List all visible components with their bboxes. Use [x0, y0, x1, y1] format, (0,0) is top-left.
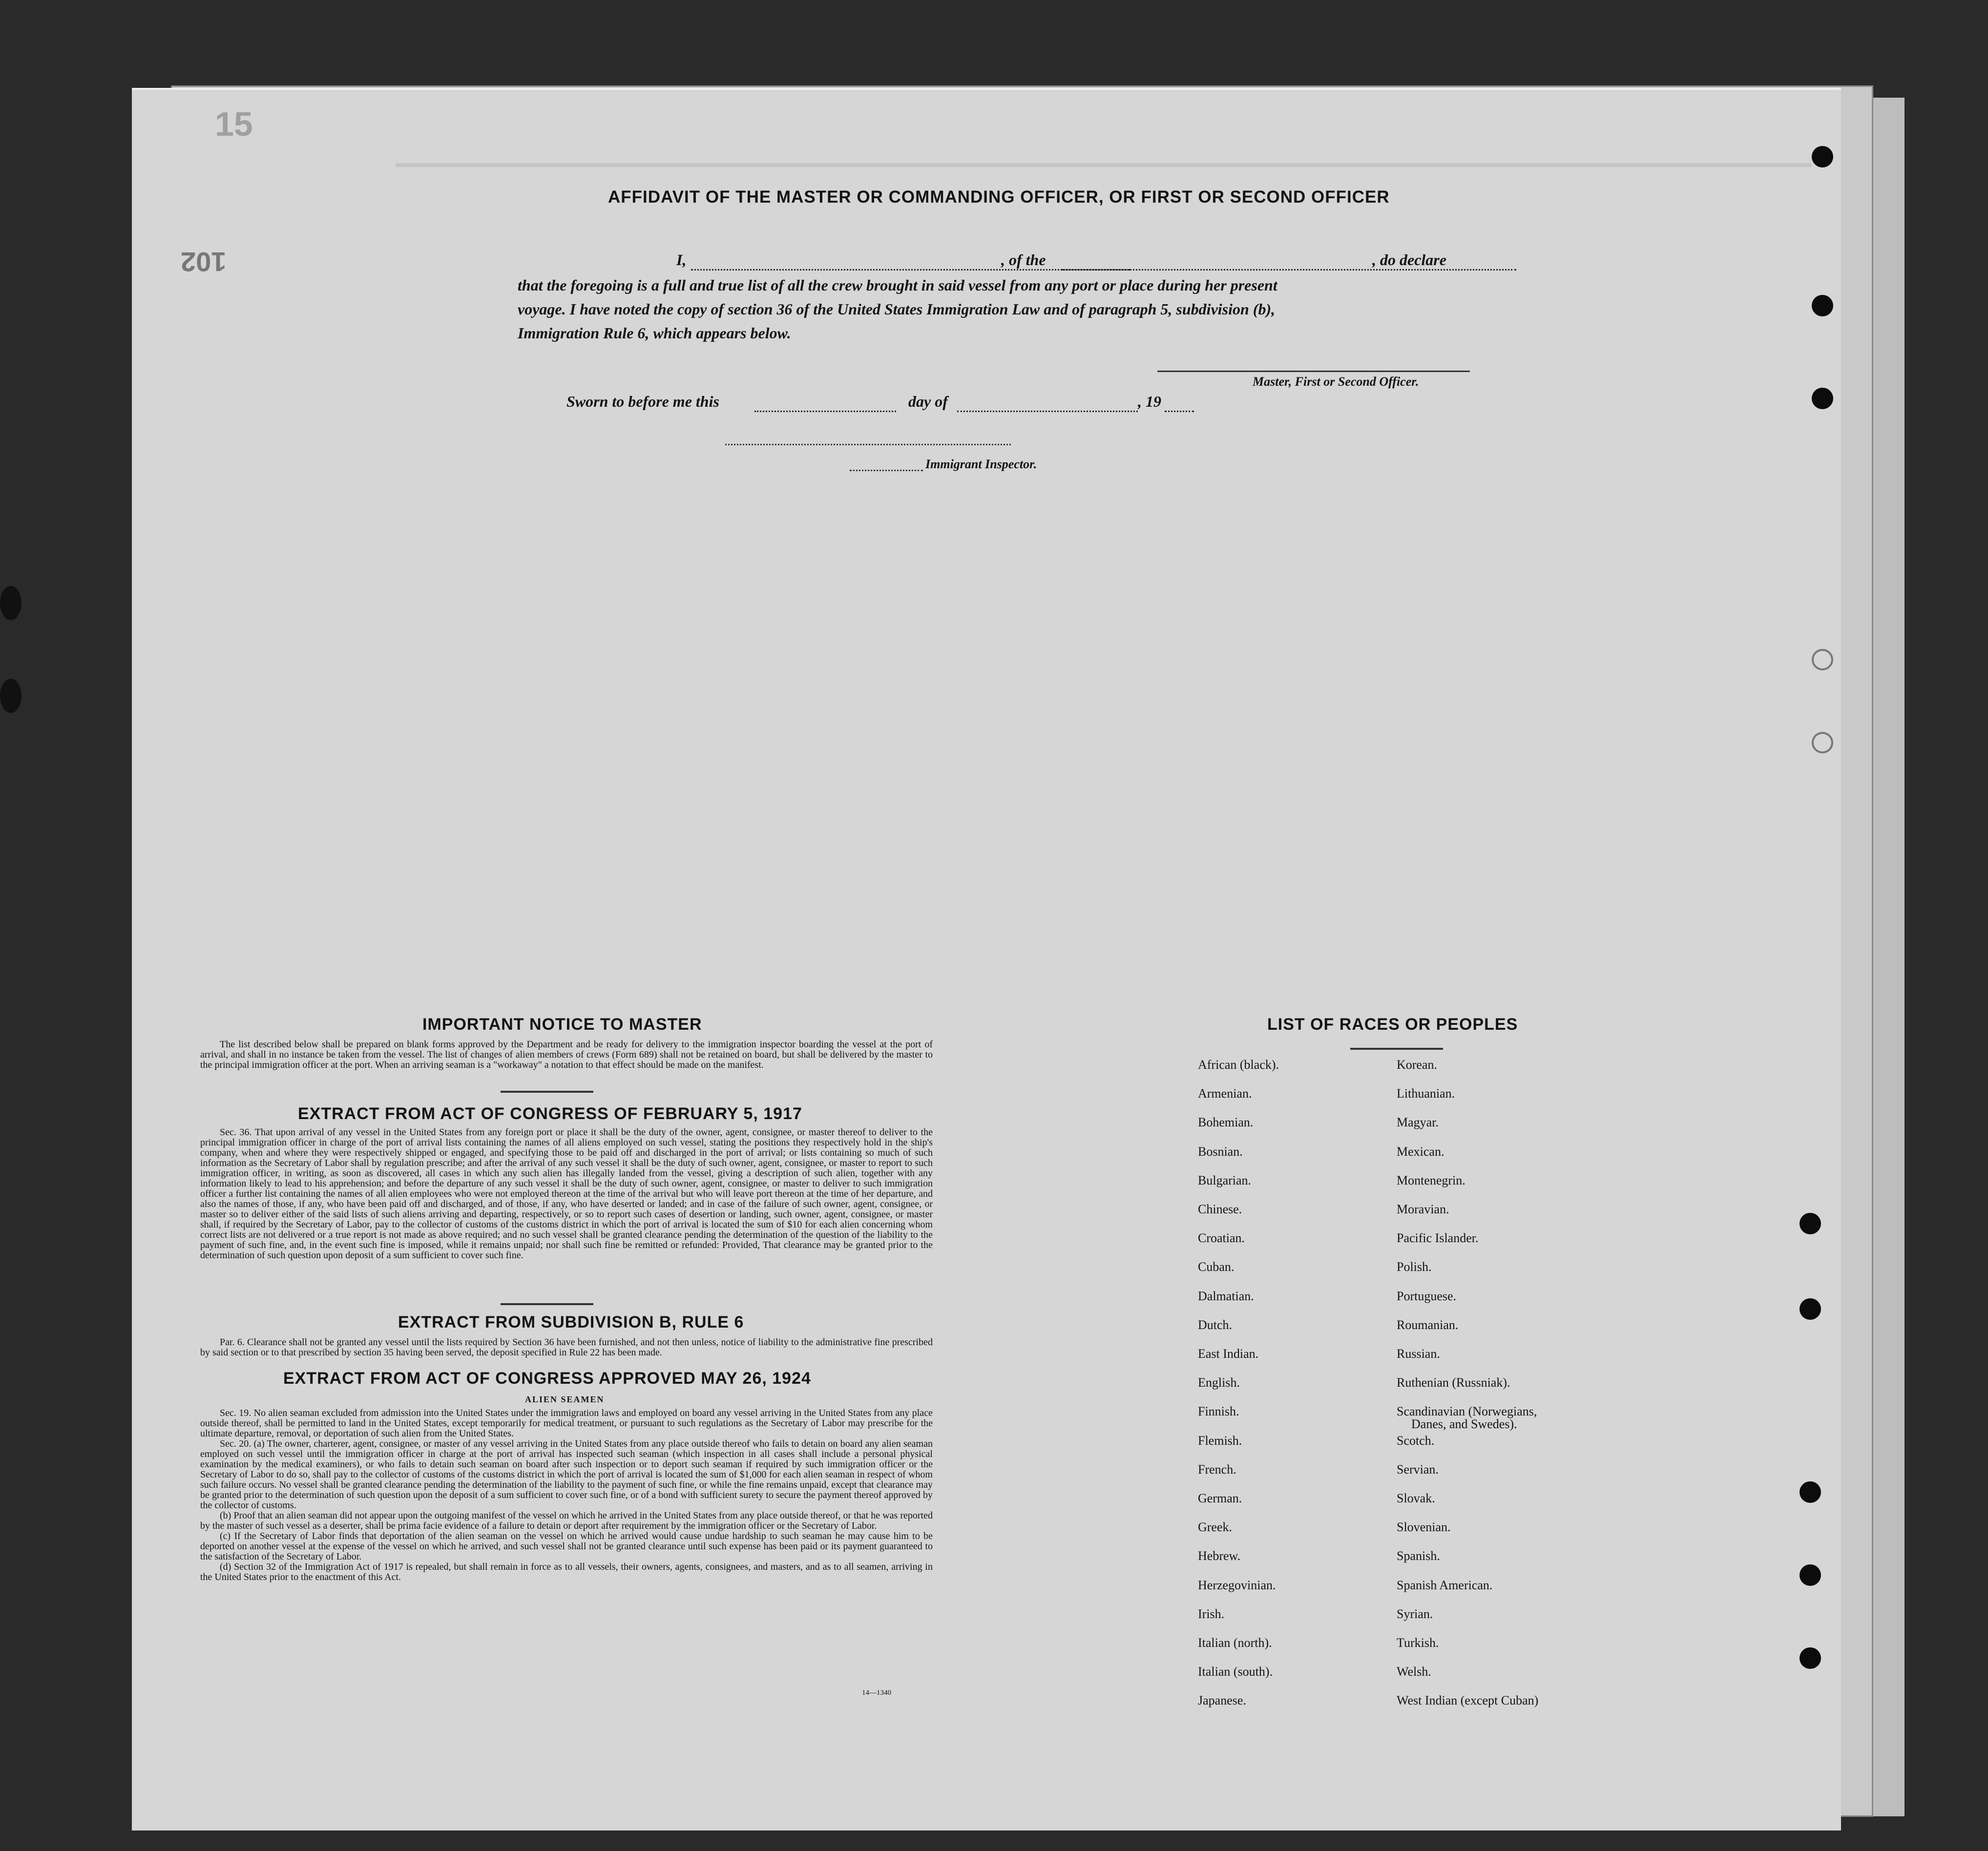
extract-1917-heading: EXTRACT FROM ACT OF CONGRESS OF FEBRUARY 5, 1917 — [298, 1104, 802, 1123]
year-prefix: , 19 — [1138, 393, 1161, 410]
race-item: Slovenian. — [1397, 1520, 1451, 1534]
sworn-day-blank — [754, 393, 896, 412]
race-item: English. — [1198, 1375, 1240, 1390]
binding-hole-left — [0, 586, 21, 620]
punch-hole — [1812, 146, 1833, 167]
inspector-dots — [850, 470, 923, 471]
sec-20a: Sec. 20. (a) The owner, charterer, agent, consignee, or master of any vessel arriving in the United States from any place outside thereof who fails to detain on board any alien seaman employed on such vessel until the immigration officer in charge at the port of arrival has inspected such seaman (which inspection in all cases shall include a personal physical examination by the medical examiners), or who fails to detain such seaman on board after such inspection or to deport such seaman if required by such immigration officer or the Secretary of Labor to do so, shall pay to the collector of customs of the customs district in which the port of arrival is located the sum of $1,000 for each alien seaman in respect of whom such failure occurs. No vessel shall be granted clearance pending the determination of the liability to the payment of such fine, or while the fine remains unpaid, except that clearance may be granted prior to the determination of such question upon the deposit of a sum sufficient to cover such fine, or of a bond with sufficient surety to secure the payment thereof approved by the collector of customs. — [200, 1438, 933, 1511]
race-item: Croatian. — [1198, 1231, 1245, 1245]
extract-1917-text: Sec. 36. That upon arrival of any vessel in the United States from any foreign port or place it shall be the duty of the owner, agent, consignee, or master thereof to deliver to the principal immigration officer in charge of the port of arrival lists containing the names of all aliens employed on such vessel, stating the positions they respectively hold in the ship's company, when and where they were respectively shipped or engaged, and specifying those to be paid off and discharged in the port of arrival; or lists containing so much of such information as the Secretary of Labor shall by regulation prescribe; and after the arrival of any such vessel it shall be the duty of such owner, agent, consignee, or master to report to such immigration officer, in writing, as soon as discovered, all cases in which any such alien has illegally landed from the vessel, giving a description of such alien, together with any information likely to lead to his apprehension; and before the departure of any such vessel it shall be the duty of such owner, agent, consignee, or master to deliver to such immigration officer a further list containing the names of all alien employees who were not employed thereon at the time of the arrival but who will leave port thereon at the time of her departure, and also the names of those, if any, who have been paid off and discharged, and of those, if any, who have deserted or landed; and in case of the failure of such owner, agent, consignee, or master so to deliver either of the said lists of such aliens arriving and departing, respectively, or so to report such cases of desertion or landing, such owner, agent, consignee, or master shall, if required by the Secretary of Labor, pay to the collector of customs of the customs district in which the port of arrival is located the sum of $10 for each alien concerning whom correct lists are not delivered or a true report is not made as above required; and no such vessel shall be granted clearance pending the determination of the question of the liability to the payment of such fine, and, in the event such fine is imposed, while it remains unpaid; nor shall such fine be remitted or refunded: Provided, That clearance may be granted prior to the determination of such question upon deposit of a sum sufficient to cover such fine. — [200, 1127, 933, 1261]
sworn-label: Sworn to before me this — [566, 393, 719, 410]
punch-hole — [1800, 1564, 1821, 1586]
page-number: 15 — [215, 105, 253, 143]
punch-hole — [1800, 1647, 1821, 1669]
punch-hole — [1800, 1213, 1821, 1234]
race-item: Bulgarian. — [1198, 1173, 1252, 1187]
sec-20c: (c) If the Secretary of Labor finds that deportation of the alien seaman on the vessel on which he arrived would cause undue hardship to such seaman he may cause him to be deported on another vessel at the expense of the vessel on which he arrived, and such vessel shall not be granted clearance until such expense has been paid or its payment guaranteed to the satisfaction of the Secretary of Labor. — [200, 1531, 933, 1562]
manifest-page — [132, 88, 1841, 1830]
form-code: 14—1340 — [862, 1689, 891, 1697]
race-item: Roumanian. — [1397, 1318, 1459, 1332]
affidavit-statement-1: that the foregoing is a full and true list of all the crew brought in said vessel from any port or place during her present — [518, 276, 1277, 294]
alien-seamen-subheading: ALIEN SEAMEN — [525, 1394, 605, 1404]
inspector-caption: Immigrant Inspector. — [925, 457, 1037, 471]
sec-20b: (b) Proof that an alien seaman did not appear upon the outgoing manifest of the vessel on which he arrived in the United States from any place outside thereof, or that he was reported by the master of such vessel as a deserter, shall be prima facie evidence of a failure to detain or deport after requirement by the immigration officer or the Secretary of Labor. — [200, 1510, 933, 1531]
race-item: Servian. — [1397, 1462, 1439, 1477]
race-item: German. — [1198, 1491, 1242, 1505]
race-item: Portuguese. — [1397, 1289, 1457, 1303]
divider — [501, 1091, 593, 1093]
inspector-line — [725, 444, 1011, 445]
race-item: Dutch. — [1198, 1318, 1233, 1332]
race-item: African (black). — [1198, 1058, 1279, 1072]
race-item: French. — [1198, 1462, 1236, 1477]
race-item: Italian (north). — [1198, 1636, 1272, 1650]
affidavit-do-declare: , do declare — [1372, 251, 1446, 269]
affidavit-of-the: , of the — [1001, 251, 1046, 269]
race-item: Scotch. — [1397, 1434, 1435, 1448]
extract-1924-heading: EXTRACT FROM ACT OF CONGRESS APPROVED MAY 26, 1924 — [283, 1369, 811, 1388]
affidavit-statement-3: Immigration Rule 6, which appears below. — [518, 324, 791, 342]
signature-caption: Master, First or Second Officer. — [1253, 374, 1419, 389]
affidavit-statement-2: voyage. I have noted the copy of section 36 of the United States Immigration Law and of paragraph 5, subdivision (b), — [518, 300, 1276, 318]
race-item: Slovak. — [1397, 1491, 1435, 1505]
race-item: Korean. — [1397, 1058, 1438, 1072]
notice-heading: IMPORTANT NOTICE TO MASTER — [422, 1015, 702, 1034]
vessel-name-blank — [1062, 251, 1516, 270]
race-item: Cuban. — [1198, 1260, 1235, 1274]
extract-1924-text — [200, 1408, 933, 1582]
race-item: Bohemian. — [1198, 1115, 1254, 1129]
day-of-label: day of — [908, 393, 948, 410]
sworn-month-blank — [957, 393, 1138, 412]
punch-hole — [1812, 295, 1833, 316]
sec-19: Sec. 19. No alien seaman excluded from admission into the United States under the immigration laws and employed on board any vessel arriving in the United States from any place outside thereof, shall be permitted to land in the United States, except temporarily for medical treatment, or pursuant to such regulations as the Secretary of Labor may prescribe for the ultimate departure, removal, or deportation of such alien from the United States. — [200, 1408, 933, 1439]
race-item: Hebrew. — [1198, 1549, 1241, 1563]
race-item: West Indian (except Cuban) — [1397, 1693, 1539, 1707]
affidavit-i-label: I, — [676, 251, 687, 269]
signature-line — [1157, 371, 1470, 372]
race-item: Armenian. — [1198, 1086, 1252, 1101]
bleed-through-header — [396, 163, 1812, 187]
affidavit-heading: AFFIDAVIT OF THE MASTER OR COMMANDING OFFICER, OR FIRST OR SECOND OFFICER — [608, 187, 1390, 207]
race-item: Danes, and Swedes). — [1411, 1417, 1517, 1431]
race-item: Moravian. — [1397, 1202, 1449, 1216]
race-item: Ruthenian (Russniak). — [1397, 1375, 1510, 1390]
race-item: Irish. — [1198, 1607, 1225, 1621]
race-item: Turkish. — [1397, 1636, 1439, 1650]
divider — [501, 1303, 593, 1305]
binding-hole-left — [0, 679, 21, 713]
race-item: Syrian. — [1397, 1607, 1433, 1621]
extract-rule6-text: Par. 6. Clearance shall not be granted any vessel until the lists required by Section 36 have been furnished, and not then unless, notice of liability to the administrative fine prescribed by said section or to that prescribed by section 35 having been served, the deposit specified in Rule 22 has been made. — [200, 1337, 933, 1358]
extract-rule6-heading: EXTRACT FROM SUBDIVISION B, RULE 6 — [398, 1313, 744, 1331]
race-item: Polish. — [1397, 1260, 1432, 1274]
race-item: Italian (south). — [1198, 1664, 1273, 1679]
races-divider — [1350, 1048, 1443, 1050]
race-item: Lithuanian. — [1397, 1086, 1455, 1101]
sec-20d: (d) Section 32 of the Immigration Act of 1917 is repealed, but shall remain in force as to all vessels, their owners, agents, consignees, and masters, and as to all seamen, arriving in the United States prior to the enactment of this Act. — [200, 1561, 933, 1582]
races-heading: LIST OF RACES OR PEOPLES — [1267, 1015, 1518, 1034]
race-item: Bosnian. — [1198, 1144, 1243, 1159]
punch-hole — [1800, 1481, 1821, 1503]
punch-hole — [1812, 732, 1833, 753]
race-item: Chinese. — [1198, 1202, 1242, 1216]
sworn-year-blank — [1165, 393, 1194, 412]
race-item: Mexican. — [1397, 1144, 1444, 1159]
race-item: Japanese. — [1198, 1693, 1246, 1707]
notice-text: The list described below shall be prepared on blank forms approved by the Department and be ready for delivery to the immigration inspector boarding the vessel at the port of arrival, and shall in no instance be taken from the vessel. The list of changes of alien members of crews (Form 689) shall not be retained on board, but shall be delivered by the master to the principal immigration officer at the port. When an arriving seaman is a "workaway" a notation to that effect should be made on the manifest. — [200, 1039, 933, 1070]
race-item: Scandinavian (Norwegians, — [1397, 1404, 1537, 1418]
race-item: Greek. — [1198, 1520, 1233, 1534]
race-item: Russian. — [1397, 1347, 1440, 1361]
race-item: Spanish American. — [1397, 1578, 1493, 1592]
race-item: Spanish. — [1397, 1549, 1440, 1563]
punch-hole — [1812, 388, 1833, 409]
race-item: Pacific Islander. — [1397, 1231, 1479, 1245]
race-item: Finnish. — [1198, 1404, 1239, 1418]
margin-stamp: 102 — [181, 247, 227, 277]
punch-hole — [1800, 1298, 1821, 1320]
race-item: Welsh. — [1397, 1664, 1431, 1679]
punch-hole — [1812, 649, 1833, 670]
race-item: Magyar. — [1397, 1115, 1439, 1129]
race-item: East Indian. — [1198, 1347, 1259, 1361]
race-item: Dalmatian. — [1198, 1289, 1254, 1303]
race-item: Montenegrin. — [1397, 1173, 1465, 1187]
race-item: Flemish. — [1198, 1434, 1242, 1448]
race-item: Herzegovinian. — [1198, 1578, 1276, 1592]
